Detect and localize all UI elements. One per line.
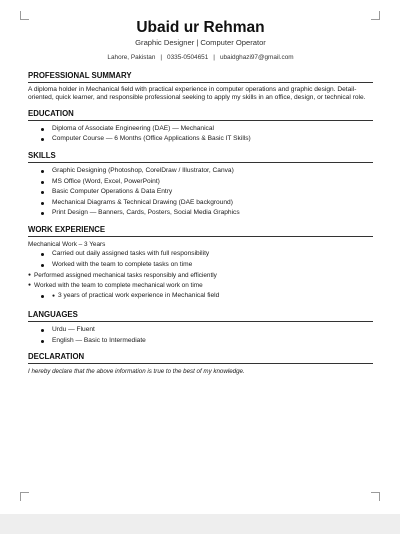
viewer-background (0, 514, 400, 534)
experience-nested-text: ● 3 years of practical work experience in Mechanical field (52, 292, 219, 299)
education-item: Computer Course — 6 Months (Office Applications & Basic IT Skills) (40, 134, 373, 145)
candidate-name: Ubaid ur Rehman (136, 19, 265, 36)
language-item: English — Basic to Intermediate (40, 336, 373, 347)
education-heading: EDUCATION (28, 109, 373, 121)
declaration-text: I hereby declare that the above information is true to the best of my knowledge. (28, 368, 245, 376)
crop-mark-bottom-right (371, 492, 380, 501)
contact-separator: | (213, 54, 215, 61)
crop-mark-bottom-left (20, 492, 29, 501)
education-list (40, 124, 373, 145)
skill-item: MS Office (Word, Excel, PowerPoint) (40, 177, 373, 188)
summary-heading: PROFESSIONAL SUMMARY (28, 71, 373, 83)
contact-email: ubaidghazi97@gmail.com (219, 54, 294, 61)
declaration-section (28, 352, 373, 376)
contact-location: Lahore, Pakistan (107, 54, 156, 61)
experience-role: Mechanical Work – 3 Years (28, 240, 106, 248)
candidate-title: Graphic Designer | Computer Operator (135, 38, 266, 47)
education-section (28, 109, 373, 145)
contact-line (28, 53, 373, 62)
experience-nested-item (40, 291, 373, 302)
experience-extra-item: ● Performed assigned mechanical tasks responsibly and efficiently (28, 271, 373, 281)
skills-heading: SKILLS (28, 151, 373, 163)
languages-section (28, 310, 373, 346)
experience-extra-item: ● Worked with the team to complete mechanical work on time (28, 281, 373, 291)
experience-list (40, 249, 373, 270)
summary-text: A diploma holder in Mechanical field with practical experience in computer operations and graphic design. Detail-oriented, quick learner, and responsible professional seeking to apply my skills in an office, design, or technical role. (28, 86, 366, 102)
experience-heading: WORK EXPERIENCE (28, 225, 373, 237)
language-item: Urdu — Fluent (40, 325, 373, 336)
skill-item: Mechanical Diagrams & Technical Drawing (DAE background) (40, 198, 373, 209)
languages-heading: LANGUAGES (28, 310, 373, 322)
languages-list (40, 325, 373, 346)
contact-separator: | (160, 54, 163, 61)
experience-nested-list (40, 291, 373, 302)
experience-item: Worked with the team to complete tasks on time (40, 260, 373, 271)
declaration-heading: DECLARATION (28, 352, 373, 364)
experience-item: Carried out daily assigned tasks with full responsibility (40, 249, 373, 260)
skills-section (28, 151, 373, 219)
skill-item: Basic Computer Operations & Data Entry (40, 187, 373, 198)
experience-section (28, 225, 373, 302)
resume-content (28, 18, 373, 376)
education-item: Diploma of Associate Engineering (DAE) — Mechanical (40, 124, 373, 135)
summary-section (28, 71, 373, 103)
contact-phone: 0335-0504651 (167, 54, 209, 61)
skills-list (40, 166, 373, 219)
skill-item: Print Design — Banners, Cards, Posters, Social Media Graphics (40, 208, 373, 219)
skill-item: Graphic Designing (Photoshop, CorelDraw / Illustrator, Canva) (40, 166, 373, 177)
